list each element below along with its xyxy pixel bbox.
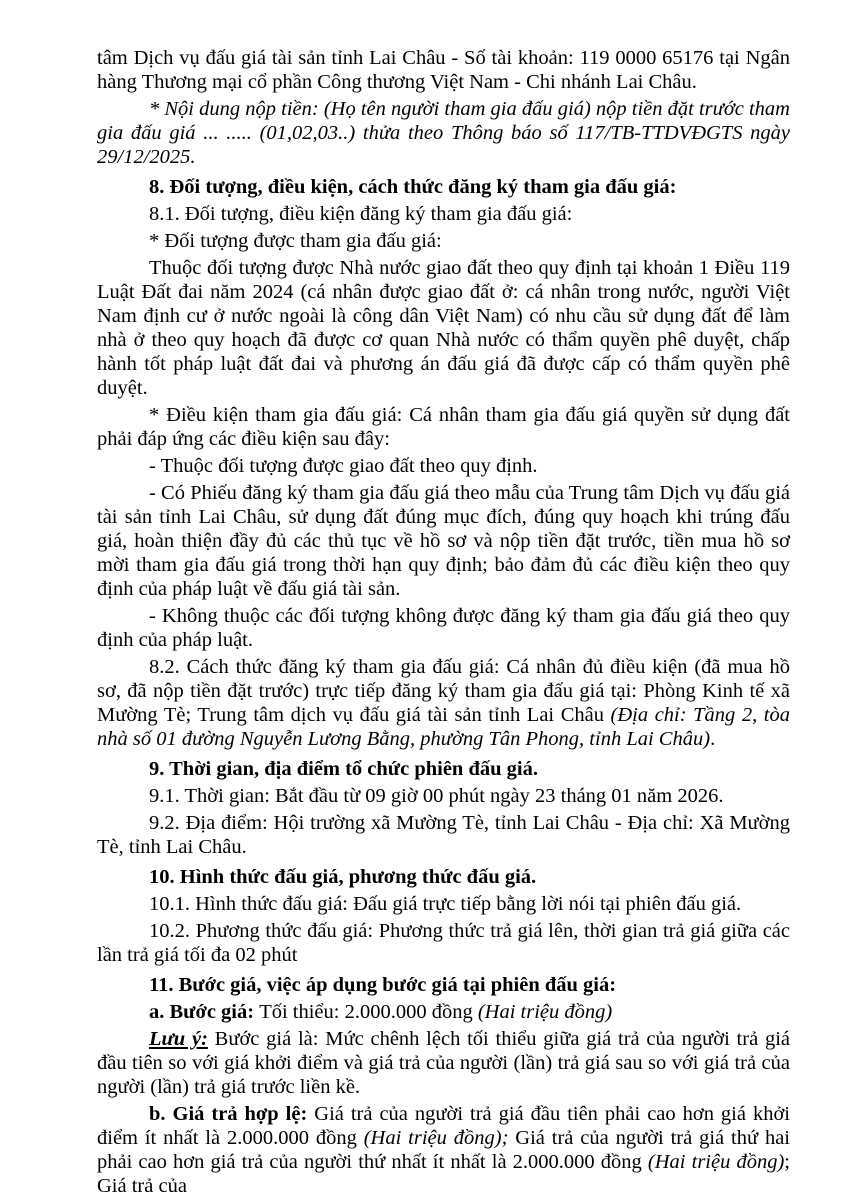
text-run: 10. Hình thức đấu giá, phương thức đấu giá. bbox=[149, 866, 537, 888]
text-run: (Địa chỉ: Tầng 2, tòa nhà số 01 đường Nguyễn Lương Bằng, phường Tân Phong, tỉnh Lai Châu) bbox=[97, 704, 791, 750]
text-run: 10.1. Hình thức đấu giá: Đấu giá trực tiếp bằng lời nói tại phiên đấu giá. bbox=[149, 893, 742, 915]
text-run: - Thuộc đối tượng được giao đất theo quy định. bbox=[149, 455, 538, 477]
para-8-2-registration bbox=[97, 655, 790, 751]
text-run: . bbox=[710, 728, 716, 750]
para-condition-1 bbox=[97, 454, 790, 478]
text-run: tâm Dịch vụ đấu giá tài sản tỉnh Lai Châu - Số tài khoản: 119 0000 65176 tại Ngân hàng Thương mại cổ phần Công thương Việt Nam - Chi nhánh Lai Châu. bbox=[97, 47, 790, 93]
text-run: 9.1. Thời gian: Bắt đầu từ 09 giờ 00 phút ngày 23 tháng 01 năm 2026. bbox=[149, 785, 724, 807]
text-run: * Điều kiện tham gia đấu giá: Cá nhân tham gia đấu giá quyền sử dụng đất phải đáp ứng các điều kiện sau đây: bbox=[97, 404, 790, 450]
text-run: (Hai triệu đồng) bbox=[477, 1001, 613, 1023]
text-run: ; Giá trả của bbox=[97, 1151, 790, 1197]
text-run: 8. Đối tượng, điều kiện, cách thức đăng ký tham gia đấu giá: bbox=[149, 176, 677, 198]
heading-section-8 bbox=[97, 175, 790, 199]
para-valid-bid bbox=[97, 1102, 790, 1198]
text-run: Lưu ý: bbox=[149, 1028, 208, 1050]
para-condition-2 bbox=[97, 481, 790, 601]
para-condition-intro bbox=[97, 403, 790, 451]
text-run: 8.1. Đối tượng, điều kiện đăng ký tham gia đấu giá: bbox=[149, 203, 573, 225]
para-10-1-form bbox=[97, 892, 790, 916]
text-run: * Đối tượng được tham gia đấu giá: bbox=[149, 230, 442, 252]
text-run: (Hai triệu đồng) bbox=[647, 1151, 785, 1173]
para-10-2-method bbox=[97, 919, 790, 967]
para-condition-3 bbox=[97, 604, 790, 652]
para-account-continuation bbox=[97, 46, 790, 94]
text-run: Giá trả của người trả giá đầu tiên phải cao hơn giá khởi điểm ít nhất là 2.000.000 đồng bbox=[97, 1103, 790, 1149]
para-target-label bbox=[97, 229, 790, 253]
para-9-2-location bbox=[97, 811, 790, 859]
text-run: Bước giá là: Mức chênh lệch tối thiểu giữa giá trả của người trả giá đầu tiên so với giá khởi điểm và giá trả của người (lần) trả giá sau so với giá trả của người (lần) trả giá trước liền kề. bbox=[97, 1028, 790, 1098]
text-run: Tối thiểu: 2.000.000 đồng bbox=[259, 1001, 478, 1023]
heading-section-9 bbox=[97, 757, 790, 781]
text-run: - Không thuộc các đối tượng không được đăng ký tham gia đấu giá theo quy định của pháp luật. bbox=[97, 605, 790, 651]
para-step-price bbox=[97, 1000, 790, 1024]
text-run: a. Bước giá: bbox=[149, 1001, 260, 1023]
para-9-1-time bbox=[97, 784, 790, 808]
para-payment-note bbox=[97, 97, 790, 169]
text-run: Giá trả của người trả giá thứ hai phải cao hơn giá trả của người thứ nhất ít nhất là 2.000.000 đồng bbox=[97, 1127, 790, 1173]
text-run: Thuộc đối tượng được Nhà nước giao đất theo quy định tại khoản 1 Điều 119 Luật Đất đai năm 2024 (cá nhân được giao đất ở: cá nhân trong nước, người Việt Nam định cư ở nước ngoài là công dân Việt Nam) có nhu cầu sử dụng đất để làm nhà ở theo quy hoạch đã được cơ quan Nhà nước có thẩm quyền phê duyệt, chấp hành tốt pháp luật đất đai và phương án đấu giá đã được cấp có thẩm quyền phê duyệt. bbox=[97, 257, 790, 399]
para-target-description bbox=[97, 256, 790, 400]
document-body bbox=[97, 46, 790, 1198]
para-note-step-price bbox=[97, 1027, 790, 1099]
text-run: (Hai triệu đồng); bbox=[363, 1127, 509, 1149]
text-run: b. Giá trả hợp lệ: bbox=[149, 1103, 315, 1125]
text-run: - Có Phiếu đăng ký tham gia đấu giá theo mẫu của Trung tâm Dịch vụ đấu giá tài sản tỉnh Lai Châu, sử dụng đất đúng mục đích, đúng quy hoạch khi trúng đấu giá, hoàn thiện đầy đủ các thủ tục về hồ sơ và nộp tiền đặt trước, tiền mua hồ sơ mời tham gia đấu giá trong thời hạn quy định; bảo đảm đủ các điều kiện theo quy định của pháp luật về đấu giá tài sản. bbox=[97, 482, 790, 600]
heading-section-10 bbox=[97, 865, 790, 889]
text-run: 10.2. Phương thức đấu giá: Phương thức trả giá lên, thời gian trả giá giữa các lần trả giá tối đa 02 phút bbox=[97, 920, 790, 966]
heading-section-11 bbox=[97, 973, 790, 997]
para-8-1 bbox=[97, 202, 790, 226]
text-run: 11. Bước giá, việc áp dụng bước giá tại phiên đấu giá: bbox=[149, 974, 617, 996]
text-run: * Nội dung nộp tiền: (Họ tên người tham gia đấu giá) nộp tiền đặt trước tham gia đấu giá ... ..... (01,02,03..) thửa theo Thông báo số 117/TB-TTDVĐGTS ngày 29/12/2025. bbox=[97, 98, 790, 168]
text-run: 9. Thời gian, địa điểm tổ chức phiên đấu giá. bbox=[149, 758, 538, 780]
text-run: 8.2. Cách thức đăng ký tham gia đấu giá: Cá nhân đủ điều kiện (đã mua hồ sơ, đã nộp tiền đặt trước) trực tiếp đăng ký tham gia đấu giá tại: Phòng Kinh tế xã Mường Tè; Trung tâm dịch vụ đấu giá tài sản tỉnh Lai Châu bbox=[97, 656, 790, 726]
text-run: 9.2. Địa điểm: Hội trường xã Mường Tè, tỉnh Lai Châu - Địa chỉ: Xã Mường Tè, tỉnh Lai Châu. bbox=[97, 812, 790, 858]
